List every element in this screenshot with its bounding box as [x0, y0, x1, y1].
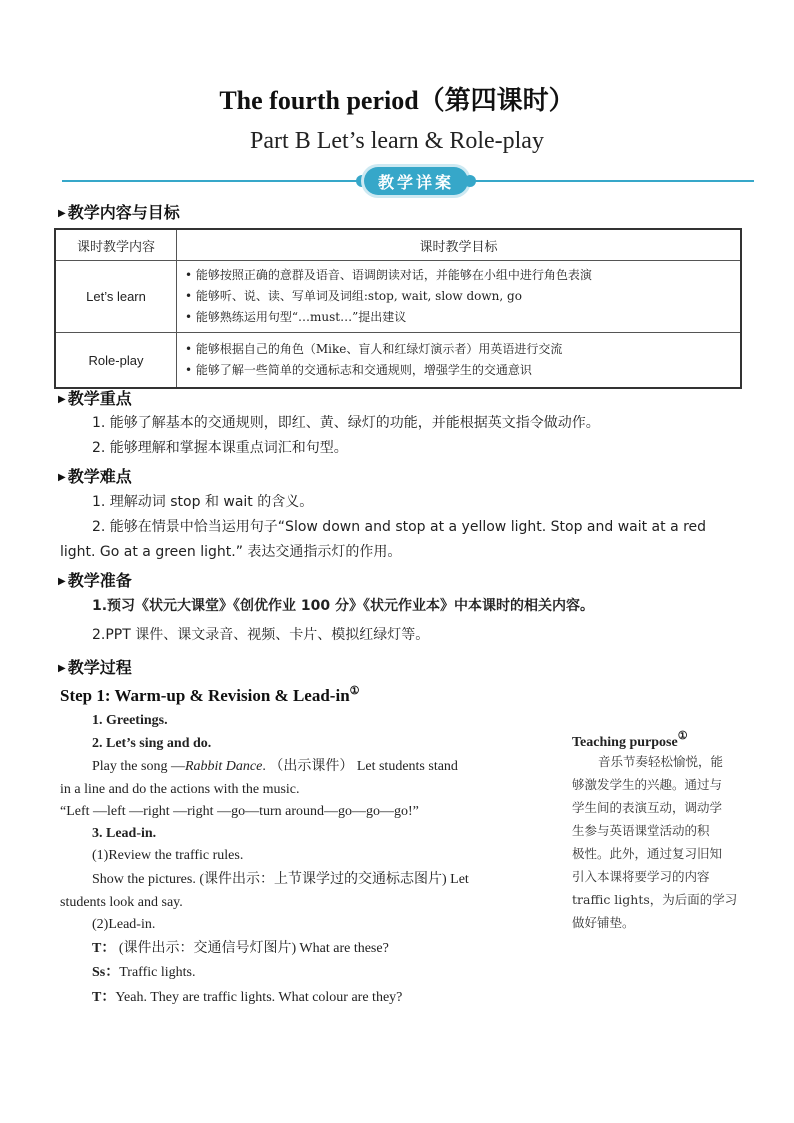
banner-label: 教学详案	[364, 167, 468, 195]
section-difficulties-heading: ▶ 教学难点	[58, 467, 132, 486]
step-line: 3. Lead-in.	[92, 826, 157, 841]
step-line: students look and say.	[60, 895, 183, 910]
speaker-label: Ss：	[92, 965, 120, 980]
step-line: Show the pictures. (课件出示：上节课学过的交通标志图片) Let	[92, 872, 469, 887]
triangle-bullet-icon: ▶	[58, 472, 66, 483]
side-note-line: traffic lights，为后面的学习	[572, 892, 738, 907]
preparation-item: 1.预习《状元大课堂》《创优作业 100 分》《状元作业本》中本课时的相关内容。	[92, 598, 595, 614]
dialogue-line: Ss：Traffic lights.	[92, 965, 196, 980]
table-cell-label: Let’s learn	[55, 261, 177, 333]
footnote-mark: ①	[349, 685, 360, 697]
triangle-bullet-icon: ▶	[58, 663, 66, 674]
dialogue-line: T： (课件出示：交通信号灯图片) What are these?	[92, 941, 389, 956]
table-cell-goals	[177, 333, 742, 389]
page-subtitle: Part B Let’s learn & Role-play	[250, 128, 544, 154]
table-cell-goals	[177, 261, 742, 333]
table-row	[55, 333, 741, 389]
table-header-cell: 课时教学目标	[177, 229, 742, 261]
table-header-row	[55, 229, 741, 261]
song-title: Rabbit Dance	[184, 759, 263, 774]
page-title: The fourth period（第四课时）	[219, 86, 575, 115]
goal-item: • 能够按照正确的意群及语音、语调朗读对话，并能够在小组中进行角色表演	[185, 268, 592, 282]
step-line: “Left —left —right —right —go—turn around—go—go—go!”	[60, 804, 419, 819]
step-line: (1)Review the traffic rules.	[92, 848, 244, 863]
difficulty-item: 2. 能够在情景中恰当运用句子“Slow down and stop at a yellow light. Stop and wait at a red	[92, 519, 707, 535]
keypoint-item: 1. 能够了解基本的交通规则，即红、黄、绿灯的功能，并能根据英文指令做动作。	[92, 415, 600, 431]
section-content-heading: ▶ 教学内容与目标	[58, 203, 180, 222]
triangle-bullet-icon: ▶	[58, 208, 66, 219]
difficulty-item: 1. 理解动词 stop 和 wait 的含义。	[92, 494, 314, 510]
side-note-line: 引入本课将要学习的内容	[572, 869, 710, 884]
step1-heading: Step 1: Warm-up & Revision & Lead-in①	[60, 685, 360, 705]
side-note-line: 做好铺垫。	[572, 915, 635, 930]
goal-item: • 能够了解一些简单的交通标志和交通规则，增强学生的交通意识	[185, 363, 532, 377]
step-line: 1. Greetings.	[92, 713, 168, 728]
step-line: 2. Let’s sing and do.	[92, 736, 212, 751]
footnote-mark: ①	[677, 730, 688, 742]
goals-table	[54, 228, 742, 389]
goal-item: • 能够根据自己的角色（Mike、盲人和红绿灯演示者）用英语进行交流	[185, 342, 563, 356]
banner-badge	[356, 167, 476, 195]
keypoint-item: 2. 能够理解和掌握本课重点词汇和句型。	[92, 440, 348, 456]
triangle-bullet-icon: ▶	[58, 576, 66, 587]
section-preparation-heading: ▶ 教学准备	[58, 571, 132, 590]
goal-item: • 能够熟练运用句型“…must…”提出建议	[185, 310, 407, 324]
step-line: (2)Lead-in.	[92, 917, 156, 932]
goal-item: • 能够听、说、读、写单词及词组:stop, wait, slow down, go	[185, 289, 522, 303]
side-note-line: 够激发学生的兴趣。通过与	[572, 777, 723, 792]
banner-dot-right	[464, 175, 476, 187]
step-line: in a line and do the actions with the music.	[60, 782, 300, 797]
side-note-line: 极性。此外，通过复习旧知	[572, 846, 723, 861]
speaker-label: T：	[92, 990, 116, 1005]
side-note-line: 学生间的表演互动，调动学	[572, 800, 723, 815]
side-note-title: Teaching purpose①	[572, 730, 688, 750]
section-keypoints-heading: ▶ 教学重点	[58, 389, 132, 408]
side-note-line: 生参与英语课堂活动的积	[572, 823, 710, 838]
table-header-cell: 课时教学内容	[55, 229, 177, 261]
side-note-line: 音乐节奏轻松愉悦，能	[598, 754, 724, 769]
table-cell-label: Role-play	[55, 333, 177, 389]
speaker-label: T：	[92, 941, 116, 956]
table-row	[55, 261, 741, 333]
triangle-bullet-icon: ▶	[58, 394, 66, 405]
side-note-body	[572, 750, 744, 934]
step-line: Play the song —Rabbit Dance. （出示课件） Let students stand	[92, 759, 458, 774]
difficulty-item-cont: light. Go at a green light.” 表达交通指示灯的作用。	[60, 544, 402, 560]
section-process-heading: ▶ 教学过程	[58, 658, 132, 677]
dialogue-line: T：Yeah. They are traffic lights. What colour are they?	[92, 990, 403, 1005]
preparation-item: 2.PPT 课件、课文录音、视频、卡片、模拟红绿灯等。	[92, 627, 430, 643]
